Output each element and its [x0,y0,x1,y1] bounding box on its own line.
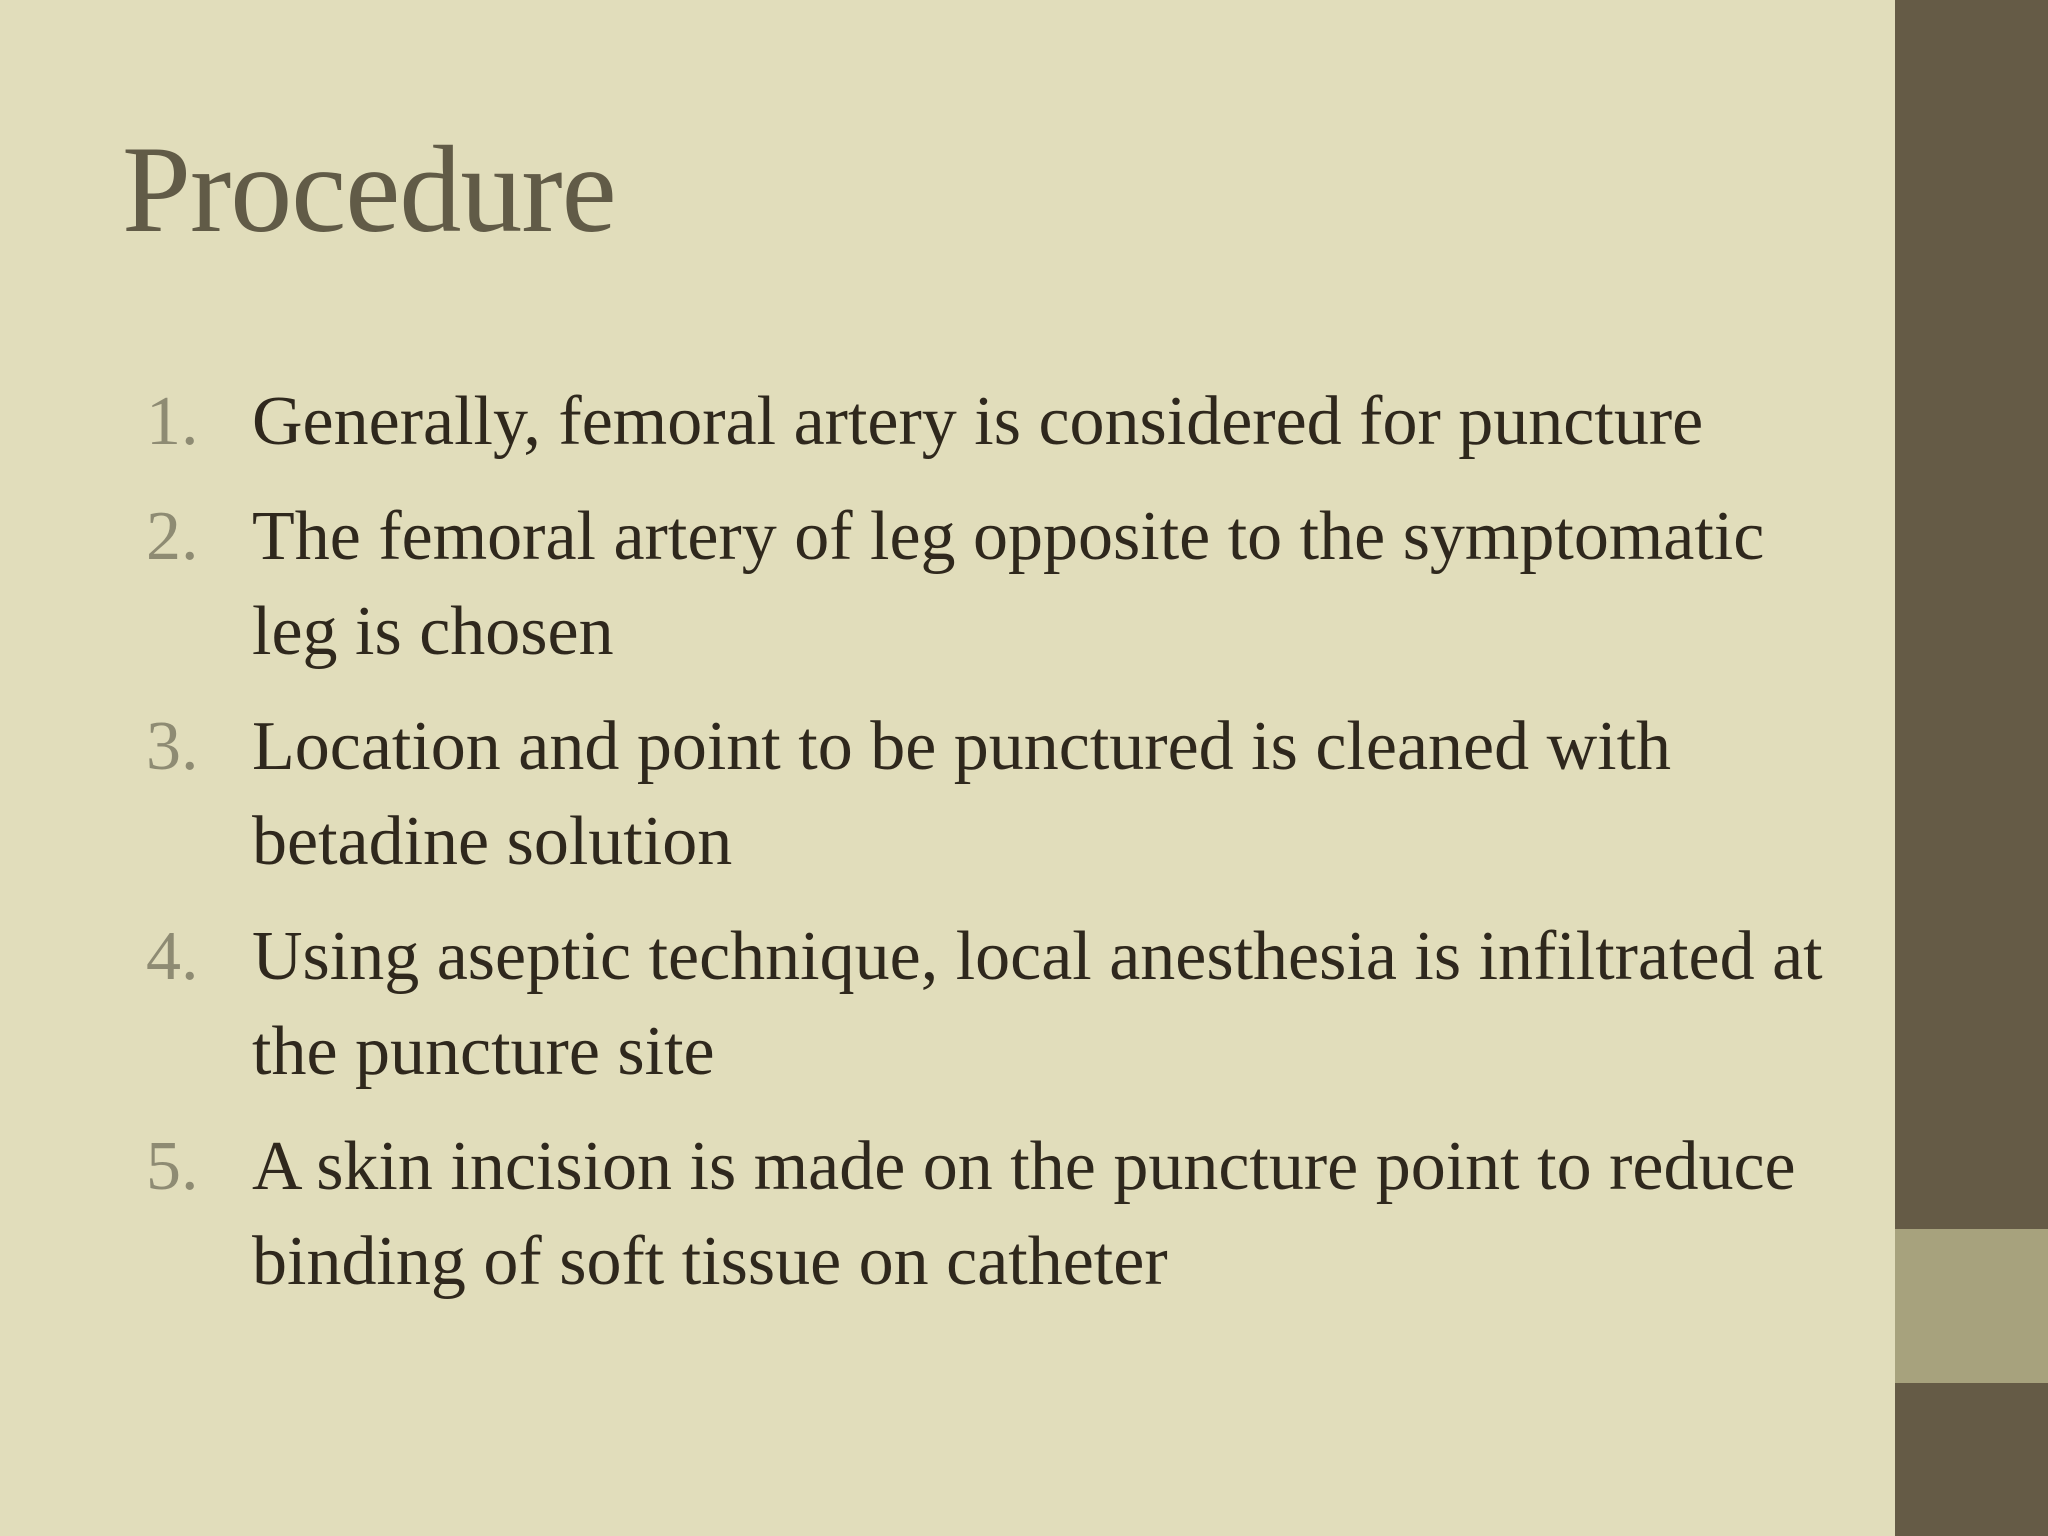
step-text: Using aseptic technique, local anesthesia is infiltrated at the puncture site [252,918,1823,1090]
step-number: 4. [146,918,199,995]
step-text: The femoral artery of leg opposite to the symptomatic leg is chosen [252,498,1765,670]
step-text: A skin incision is made on the puncture point to reduce binding of soft tissue on catheter [252,1128,1796,1300]
step-text: Location and point to be punctured is cleaned with betadine solution [252,708,1672,880]
slide-title: Procedure [122,121,616,258]
step-number: 5. [146,1128,199,1205]
step-item-5 [146,1119,1846,1309]
step-number: 2. [146,498,199,575]
step-item-3 [146,699,1846,889]
step-number: 1. [146,383,199,460]
side-accent-block [1895,1229,2048,1383]
step-text: Generally, femoral artery is considered for puncture [252,383,1704,460]
step-item-4 [146,909,1846,1099]
step-item-1 [146,374,1846,469]
procedure-steps-list [146,374,1846,1329]
step-number: 3. [146,708,199,785]
step-item-2 [146,489,1846,679]
